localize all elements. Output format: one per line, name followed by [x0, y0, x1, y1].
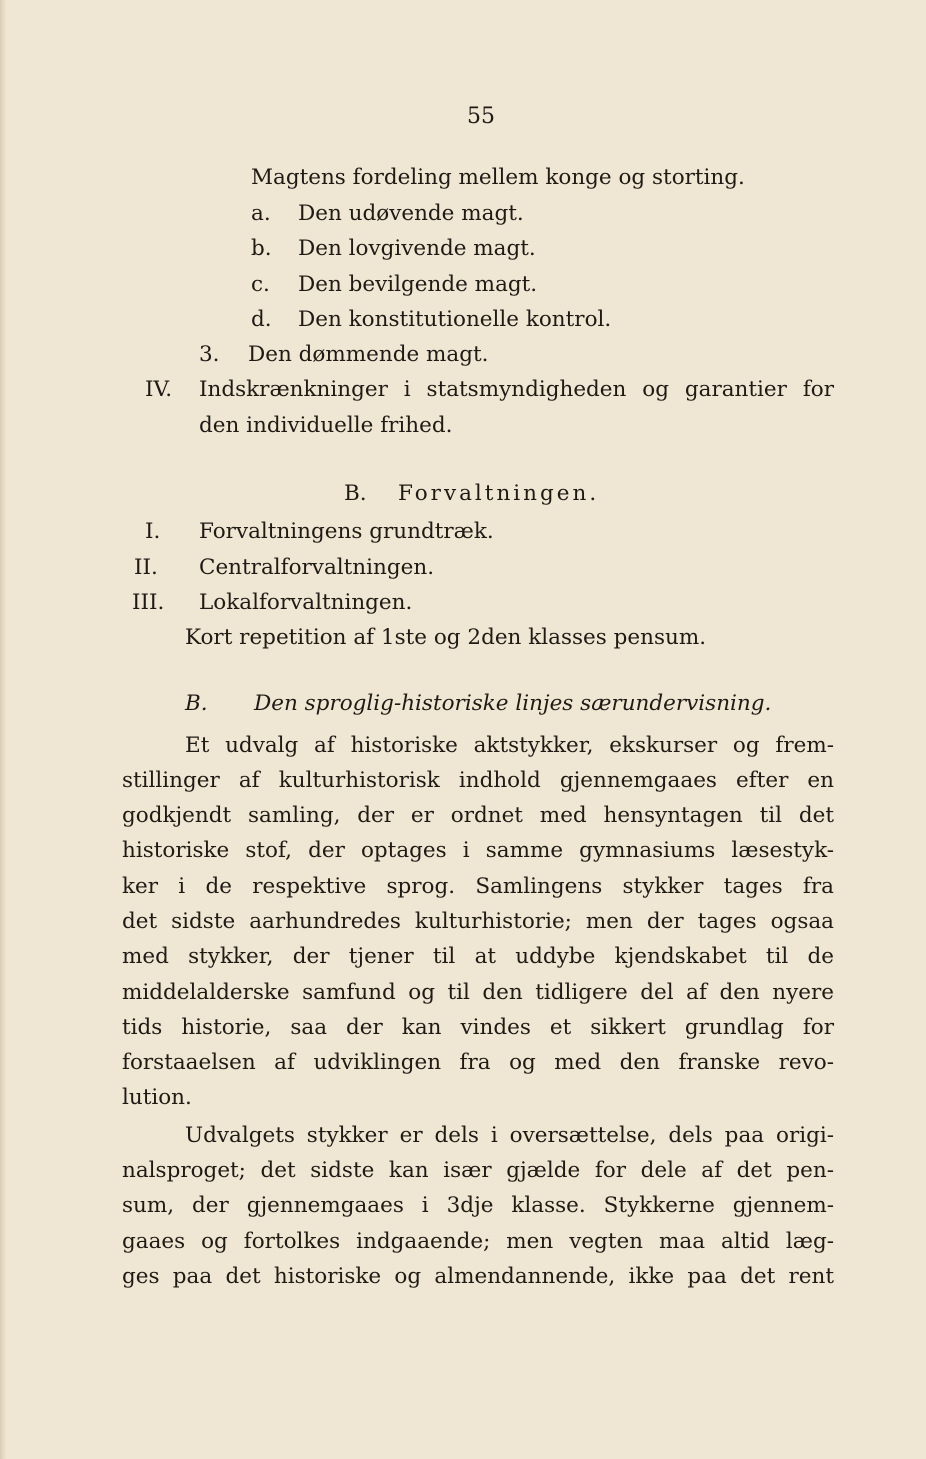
section-b-repetition: Kort repetition af 1ste og 2den klasses pensum. [185, 625, 707, 650]
section-b-heading-letter: B. [344, 481, 367, 506]
outline-item-3-marker: 3. [199, 342, 220, 367]
section-b-item-ii-marker: II. [134, 555, 158, 580]
paragraph1-line: tids historie, saa der kan vindes et sikkert grundlag for [122, 1015, 834, 1040]
paragraph2-line: sum, der gjennemgaaes i 3dje klasse. Stykkerne gjennem- [122, 1193, 834, 1218]
outline-item-iv-line1: Indskrænkninger i statsmyndigheden og garantier for [199, 377, 834, 402]
paragraph2-line: Udvalgets stykker er dels i oversættelse, dels paa origi- [185, 1123, 834, 1148]
paragraph1-line: middelalderske samfund og til den tidligere del af den nyere [122, 980, 834, 1005]
outline-item-a-marker: a. [251, 201, 271, 226]
paragraph1-line: forstaaelsen af udviklingen fra og med den franske revo- [122, 1050, 834, 1075]
paragraph1-line: ker i de respektive sprog. Samlingens stykker tages fra [122, 874, 834, 899]
outline-item-c-marker: c. [251, 272, 270, 297]
paragraph1-line: lution. [122, 1085, 192, 1110]
section-b2-heading-letter: B. [185, 691, 208, 716]
outline-item-3-text: Den dømmende magt. [248, 342, 489, 367]
outline-item-b-marker: b. [251, 236, 272, 261]
paragraph1-line: stillinger af kulturhistorisk indhold gjennemgaaes efter en [122, 768, 834, 793]
section-b-item-ii-text: Centralforvaltningen. [199, 555, 435, 580]
outline-item-iv-line2: den individuelle frihed. [199, 413, 453, 438]
outline-item-d-text: Den konstitutionelle kontrol. [298, 307, 612, 332]
paragraph1-line: historiske stof, der optages i samme gymnasiums læsestyk- [122, 838, 834, 863]
section-b-item-iii-text: Lokalforvaltningen. [199, 590, 413, 615]
paragraph1-line: Et udvalg af historiske aktstykker, ekskurser og frem- [185, 733, 834, 758]
paragraph2-line: gaaes og fortolkes indgaaende; men vegten maa altid læg- [122, 1229, 834, 1254]
page-number: 55 [467, 104, 495, 129]
outline-heading: Magtens fordeling mellem konge og storting. [251, 165, 745, 190]
paragraph1-line: det sidste aarhundredes kulturhistorie; men der tages ogsaa [122, 909, 834, 934]
outline-item-d-marker: d. [251, 307, 272, 332]
paragraph1-line: godkjendt samling, der er ordnet med hensyntagen til det [122, 803, 834, 828]
section-b-item-i-text: Forvaltningens grundtræk. [199, 519, 494, 544]
section-b-item-i-marker: I. [145, 519, 161, 544]
outline-item-a-text: Den udøvende magt. [298, 201, 524, 226]
paragraph1-line: med stykker, der tjener til at uddybe kjendskabet til de [122, 944, 834, 969]
section-b2-heading-text: Den sproglig-historiske linjes særundervisning. [254, 691, 772, 716]
paragraph2-line: ges paa det historiske og almendannende, ikke paa det rent [122, 1264, 834, 1289]
outline-item-b-text: Den lovgivende magt. [298, 236, 536, 261]
outline-item-c-text: Den bevilgende magt. [298, 272, 538, 297]
section-b-heading-word: Forvaltningen. [398, 481, 600, 506]
outline-item-iv-marker: IV. [145, 377, 173, 402]
page-edge-shadow [0, 0, 6, 1459]
section-b-item-iii-marker: III. [132, 590, 165, 615]
paragraph2-line: nalsproget; det sidste kan især gjælde for dele af det pen- [122, 1158, 834, 1183]
